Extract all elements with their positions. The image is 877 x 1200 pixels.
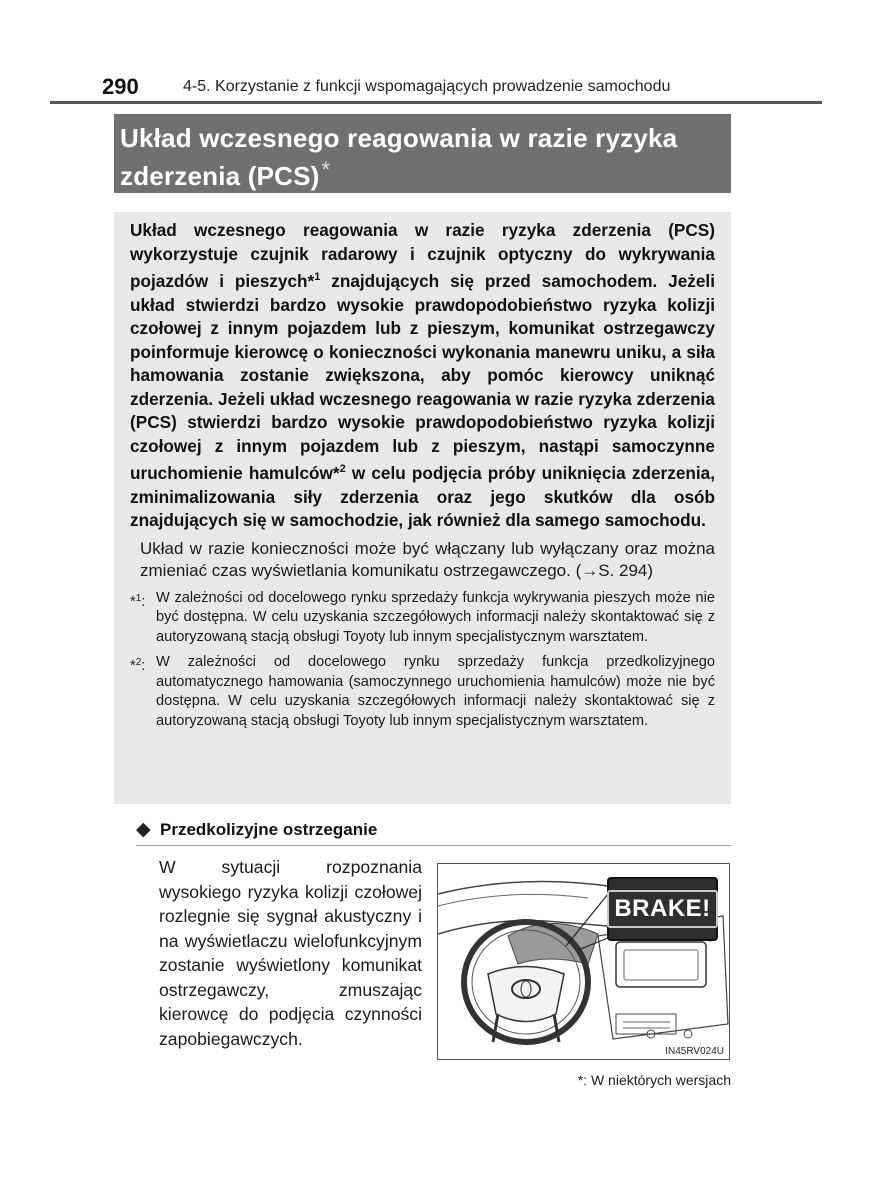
bottom-footnote <box>560 1072 731 1088</box>
intro-text-1: Układ wczesnego reagowania w razie ryzyka zderzenia (PCS) wykorzystuje czujnik radarowy i czujnik optyczny do wykrywania pojazdów i pieszych* <box>130 220 715 291</box>
subsection-rule <box>136 845 731 846</box>
subsection-title: Przedkolizyjne ostrzeganie <box>160 820 378 839</box>
intro-settings-paragraph: Układ w razie konieczności może być włączany lub wyłączany oraz można zmieniać czas wyświetlania komunikatu ostrzegawczego. (→S. 294) <box>140 538 715 580</box>
intro-text-3: w celu podjęcia próby uniknięcia zderzenia, zminimalizowania siły zderzenia oraz jego skutków dla osób znajdujących się w samochodzie, jak również dla samego samochodu. <box>130 463 715 530</box>
footnote-2-text: W zależności od docelowego rynku sprzedaży funkcja przedkolizyjnego automatycznego hamowania (samoczynnego uruchomienia hamulców) może nie być dostępna. W celu uzyskania szczegółowych informacji należy skontaktować się z autoryzowaną stacją obsługi Toyoty lub innym specjalistycznym warsztatem. <box>156 654 715 730</box>
brake-warning-text: BRAKE! <box>607 890 717 928</box>
footnote-1-mark: *$^1$: <box>130 592 146 610</box>
footnote-2 <box>130 653 715 731</box>
summary-box <box>114 212 731 804</box>
section-title-text: Układ wczesnego reagowania w razie ryzyka zderzenia (PCS) <box>120 123 678 191</box>
subsection-heading <box>136 818 731 846</box>
diamond-bullet-icon: ◆ <box>136 819 151 840</box>
section-title <box>120 122 723 192</box>
dashboard-illustration <box>437 863 730 1060</box>
footnote-2-mark: *$^2$: <box>130 657 146 675</box>
bottom-note-text: : W niektórych wersjach <box>583 1072 731 1088</box>
footnote-1-text: W zależności od docelowego rynku sprzedaży funkcja wykrywania pieszych może nie być dostępna. W celu uzyskania szczegółowych informacji należy skontaktować się z autoryzowaną stacją obsługi Toyoty lub innym specjalistycznym warsztatem. <box>156 589 715 645</box>
section-title-bar <box>114 114 731 193</box>
header-rule <box>50 101 822 104</box>
brake-warning-display <box>607 877 718 941</box>
footnote-ref-2: 2 <box>339 463 346 475</box>
illustration-code: IN45RV024U <box>665 1046 724 1057</box>
title-asterisk: * <box>321 157 331 182</box>
intro-text-2: znajdujących się przed samochodem. Jeżeli układ stwierdzi bardzo wysokie prawdopodobieństwo ryzyka kolizji czołowej z innym pojazdem lub z pieszym, komunikat ostrzegawczy poinformuje kierowcę o konieczności wykonania manewru uniku, a siła hamowania zostanie zwiększona, aby pomóc kierowcy uniknąć zderzenia. Jeżeli układ wczesnego reagowania w razie ryzyka zderzenia (PCS) stwierdzi bardzo wysokie prawdopodobieństwo ryzyka kolizji czołowej z innym pojazdem lub z pieszym, nastąpi samoczynne uruchomienie hamulców* <box>130 271 715 483</box>
pre-collision-warning-text: W sytuacji rozpoznania wysokiego ryzyka kolizji czołowej rozlegnie się sygnał akustyczny i na wyświetlaczu wielofunkcyjnym zostanie wyświetlony komunikat ostrzegawczy, zmuszając kierowcę do podjęcia czynności zapobiegawczych. <box>159 857 422 1049</box>
intro-bold-paragraph <box>130 219 715 533</box>
page-number: 290 <box>102 74 139 99</box>
footnote-1 <box>130 589 715 648</box>
footnote-ref-1: 1 <box>314 271 321 283</box>
chapter-title: 4-5. Korzystanie z funkcji wspomagających prowadzenie samochodu <box>183 78 671 95</box>
bottom-note-mark: * <box>577 1072 584 1088</box>
